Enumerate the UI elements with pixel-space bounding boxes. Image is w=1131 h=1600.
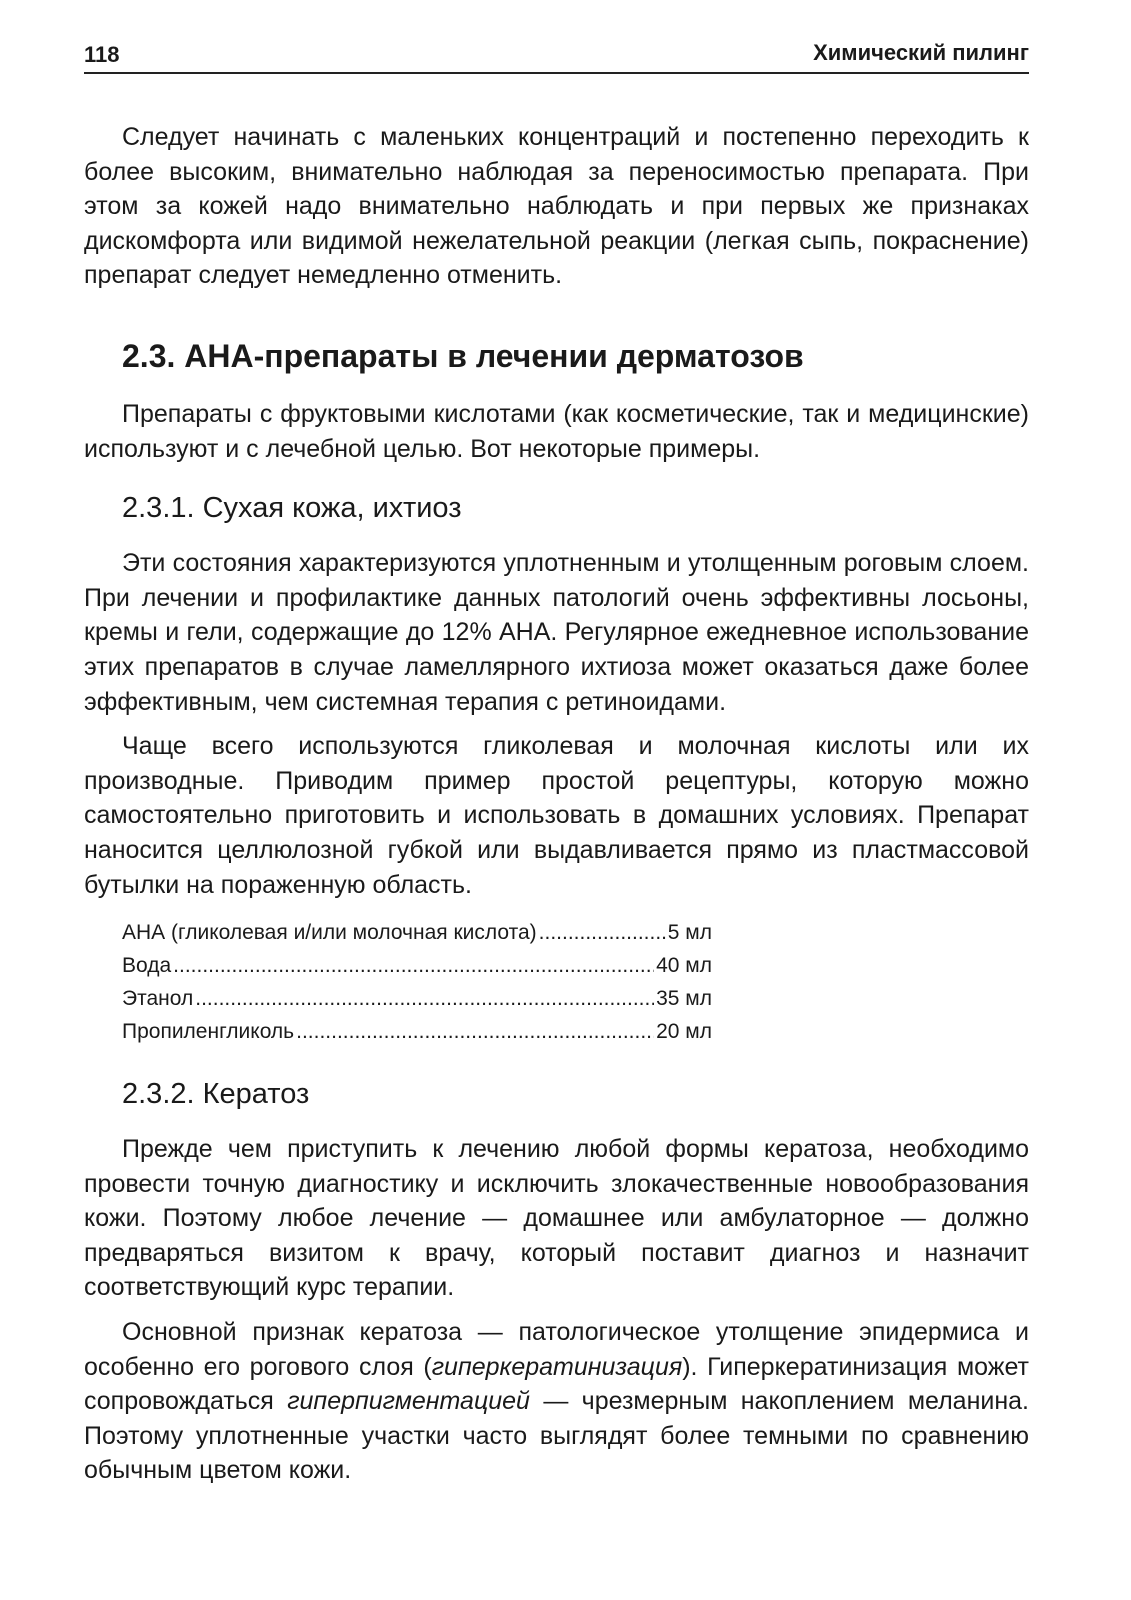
subsection-heading-keratosis: 2.3.2. Кератоз <box>122 1078 310 1111</box>
term-hyperpigmentation: гиперпигментацией <box>287 1387 530 1416</box>
recipe-item-amount: 20 мл <box>656 1020 712 1044</box>
dot-leader <box>296 1015 654 1048</box>
subsection-heading-dry-skin: 2.3.1. Сухая кожа, ихтиоз <box>122 492 462 525</box>
recipe-item <box>122 916 712 949</box>
dot-leader <box>539 916 666 949</box>
recipe-item-amount: 35 мл <box>656 987 712 1011</box>
section-heading: 2.3. АНА-препараты в лечении дерматозов <box>122 337 804 374</box>
page-header <box>84 36 1029 74</box>
recipe-item-amount: 40 мл <box>656 954 712 978</box>
recipe-item-amount: 5 мл <box>667 921 712 945</box>
recipe-item-name: Этанол <box>122 987 194 1011</box>
recipe-item <box>122 982 712 1015</box>
keratosis-text-part-1: Основной признак кератоза — патологическое утолщение эпидермиса и особенно его рогового слоя ( <box>84 1318 1029 1381</box>
keratosis-paragraph-2 <box>84 1315 1029 1488</box>
running-title: Химический пилинг <box>813 40 1029 65</box>
recipe-item-name: АНА (гликолевая и/или молочная кислота) <box>122 921 537 945</box>
dot-leader <box>195 982 654 1015</box>
page-number: 118 <box>84 42 120 67</box>
dry-skin-paragraph-1: Эти состояния характеризуются уплотненным и утолщенным роговым слоем. При лечении и профилактике данных патологий очень эффективны лосьоны, кремы и гели, содержащие до 12% АНА. Регулярное ежедневное использование этих препаратов в случае ламеллярного ихтиоза может оказаться даже более эффективным, чем системная терапия с ретиноидами. <box>84 549 1029 716</box>
recipe-item-name: Пропиленгликоль <box>122 1020 295 1044</box>
page-content <box>84 120 1029 1488</box>
keratosis-text-part-3: — чрезмерным накоплением меланина. Поэтому уплотненные участки часто выглядят более темными по сравнению обычным цветом кожи. <box>84 1387 1030 1485</box>
intro-paragraph: Следует начинать с маленьких концентраций и постепенно переходить к более высоким, внимательно наблюдая за переносимостью препарата. При этом за кожей надо внимательно наблюдать и при первых же признаках дискомфорта или видимой нежелательной реакции (легкая сыпь, покраснение) препарат следует немедленно отменить. <box>84 123 1029 290</box>
recipe-item <box>122 949 712 982</box>
recipe-item-name: Вода <box>122 954 172 978</box>
term-hyperkeratinization: гиперкератинизация <box>431 1352 683 1381</box>
section-paragraph: Препараты с фруктовыми кислотами (как косметические, так и медицинские) используют и с лечебной целью. Вот некоторые примеры. <box>84 399 1029 463</box>
keratosis-text-part-2: ). Гиперкератинизация может сопровождаться <box>84 1352 1030 1416</box>
recipe-list <box>122 916 712 1048</box>
recipe-item <box>122 1015 712 1048</box>
keratosis-paragraph-1: Прежде чем приступить к лечению любой формы кератоза, необходимо провести точную диагностику и исключить злокачественные новообразования кожи. Поэтому любое лечение — домашнее или амбулаторное — должно предваряться визитом к врачу, который поставит диагноз и назначит соответствующий курс терапии. <box>84 1135 1029 1302</box>
dry-skin-paragraph-2: Чаще всего используются гликолевая и молочная кислоты или их производные. Приводим пример простой рецептуры, которую можно самостоятельно приготовить и использовать в домашних условиях. Препарат наносится целлюлозной губкой или выдавливается прямо из пластмассовой бутылки на пораженную область. <box>84 732 1029 899</box>
dot-leader <box>173 949 654 982</box>
